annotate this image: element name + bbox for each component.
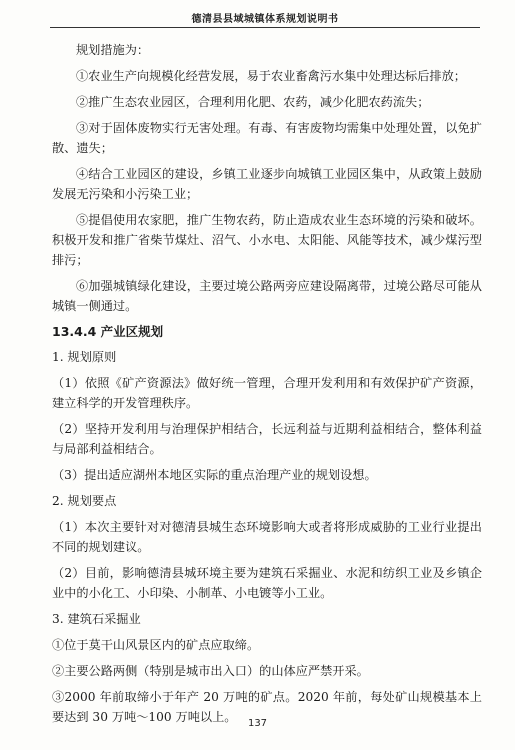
point-item: （2）目前，影响德清县城环境主要为建筑石采掘业、水泥和纺织工业及乡镇企业中的小化工、小印染、小制革、小电镀等小工业。: [52, 566, 482, 600]
principle-item: （1）依照《矿产资源法》做好统一管理，合理开发利用和有效保护矿产资源，建立科学的开发管理秩序。: [52, 376, 482, 410]
quarry-item: ③2000 年前取缔小于年产 20 万吨的矿点。2020 年前，每处矿山规模基本上要达到 30 万吨～100 万吨以上。: [52, 690, 482, 724]
header-divider: [50, 27, 480, 28]
section-heading: 13.4.4 产业区规划: [52, 324, 164, 339]
subsection-heading: 1. 规划原则: [52, 350, 117, 364]
subsection-heading: 2. 规划要点: [52, 494, 117, 508]
measures-intro: 规划措施为：: [76, 43, 150, 57]
principle-item: （2）坚持开发利用与治理保护相结合，长远利益与近期利益相结合，整体利益与局部利益相结合。: [52, 422, 482, 456]
measure-item: ①农业生产向规模化经营发展，易于农业畜禽污水集中处理达标后排放；: [76, 69, 466, 83]
page-number: 137: [247, 718, 268, 729]
page-content: [52, 40, 482, 733]
subsection-heading: 3. 建筑石采掘业: [52, 612, 141, 626]
measure-item: ②推广生态农业园区，合理利用化肥、农药，减少化肥农药流失；: [76, 95, 430, 109]
measure-item: ⑤提倡使用农家肥，推广生物农药，防止造成农业生态环境的污染和破坏。积极开发和推广省柴节煤灶、沼气、小水电、太阳能、风能等技术，减少煤污型排污；: [52, 213, 482, 267]
measure-item: ⑥加强城镇绿化建设，主要过境公路两旁应建设隔离带，过境公路尽可能从城镇一侧通过。: [52, 279, 482, 313]
quarry-item: ①位于莫干山风景区内的矿点应取缔。: [52, 638, 260, 652]
measure-item: ③对于固体废物实行无害处理。有毒、有害废物均需集中处理处置，以免扩散、遗失；: [52, 121, 482, 155]
point-item: （1）本次主要针对对德清县城生态环境影响大或者将形成威胁的工业行业提出不同的规划建议。: [52, 520, 482, 554]
principle-item: （3）提出适应湖州本地区实际的重点治理产业的规划设想。: [52, 468, 377, 482]
running-header: 德清县县域城镇体系规划说明书: [191, 14, 339, 25]
quarry-item: ②主要公路两侧（特别是城市出入口）的山体应严禁开采。: [52, 664, 369, 678]
measure-item: ④结合工业园区的建设，乡镇工业逐步向城镇工业园区集中，从政策上鼓励发展无污染和小污染工业；: [52, 167, 482, 201]
